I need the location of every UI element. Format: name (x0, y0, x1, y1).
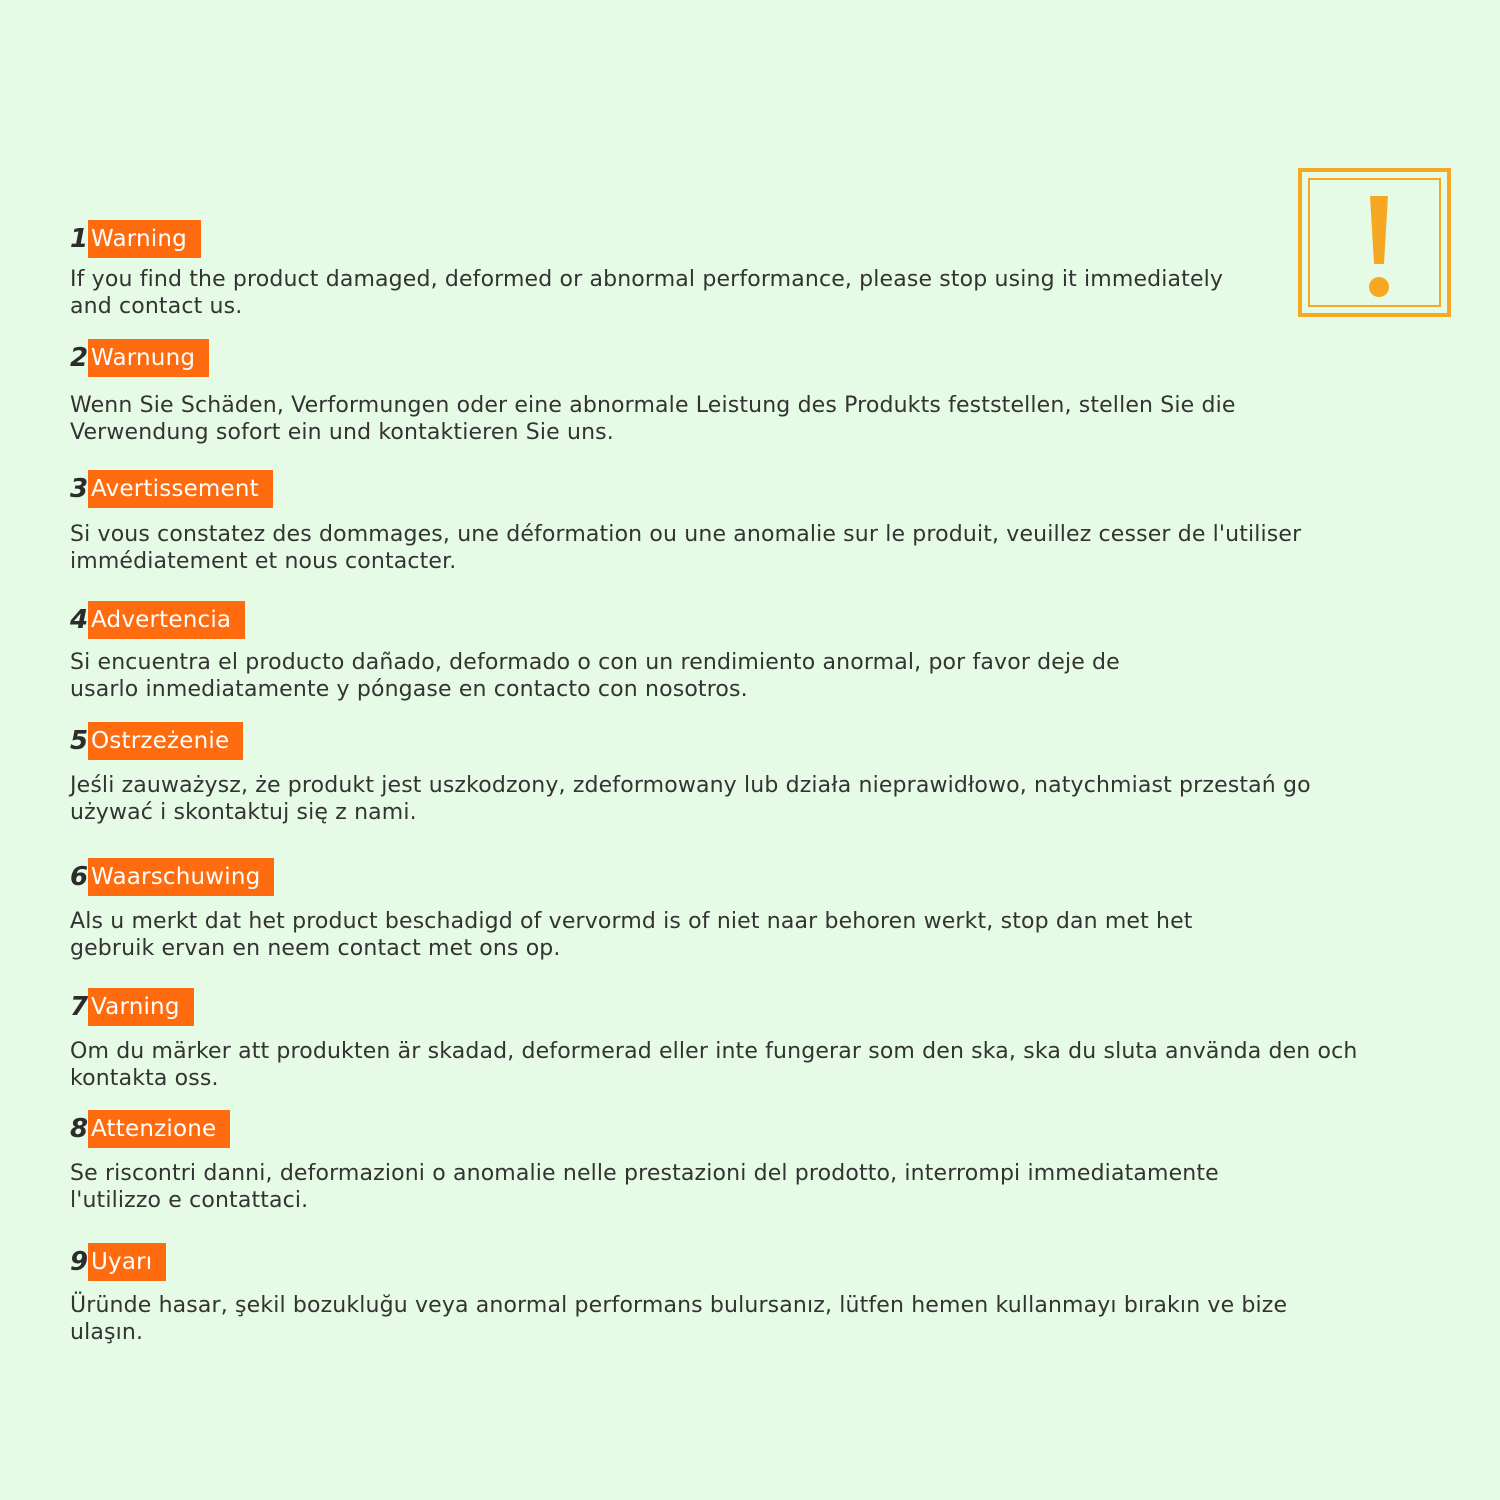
section-number: 1 (70, 224, 89, 254)
warning-section-2 (70, 339, 1236, 446)
section-heading (70, 858, 1193, 896)
section-heading (70, 1243, 1287, 1281)
section-text: Se riscontri danni, deformazioni o anomalie nelle prestazioni del prodotto, interrompi immediatamente l'utilizzo e contattaci. (70, 1161, 1219, 1213)
section-label: Warnung (88, 339, 209, 377)
warning-section-8 (70, 1110, 1219, 1214)
section-text: Wenn Sie Schäden, Verformungen oder eine abnormale Leistung des Produkts feststellen, stellen Sie die Verwendung sofort ein und kontaktieren Sie uns. (70, 393, 1236, 445)
section-label: Varning (88, 988, 194, 1026)
section-heading (70, 601, 1120, 639)
warning-section-4 (70, 601, 1120, 703)
section-label: Warning (88, 220, 201, 258)
section-label: Attenzione (88, 1110, 230, 1148)
section-text: Om du märker att produkten är skadad, deformerad eller inte fungerar som den ska, ska du sluta använda den och kontakta oss. (70, 1039, 1358, 1091)
warning-section-7 (70, 988, 1357, 1092)
section-number: 7 (70, 992, 89, 1022)
section-heading (70, 988, 1357, 1026)
section-label: Uyarı (88, 1243, 166, 1281)
warning-section-1 (70, 220, 1223, 320)
warning-section-3 (70, 470, 1301, 575)
exclamation-warning-icon (1298, 168, 1451, 317)
section-label: Advertencia (88, 601, 245, 639)
section-number: 6 (70, 862, 89, 892)
section-heading (70, 339, 1236, 377)
section-heading (70, 722, 1311, 760)
section-label: Avertissement (88, 470, 273, 508)
section-heading (70, 470, 1301, 508)
section-heading (70, 220, 1223, 258)
section-label: Waarschuwing (88, 858, 274, 896)
warning-section-9 (70, 1243, 1287, 1346)
section-label: Ostrzeżenie (88, 722, 243, 760)
section-heading (70, 1110, 1219, 1148)
section-text: Üründe hasar, şekil bozukluğu veya anormal performans bulursanız, lütfen hemen kullanmayı bırakın ve bize ulaşın. (70, 1293, 1288, 1345)
section-text: If you find the product damaged, deformed or abnormal performance, please stop using it immediately and contact us. (70, 267, 1224, 319)
section-text: Jeśli zauważysz, że produkt jest uszkodzony, zdeformowany lub działa nieprawidłowo, natychmiast przestań go używać i skontaktuj się z nami. (70, 773, 1311, 825)
warning-section-6 (70, 858, 1193, 962)
section-number: 8 (70, 1114, 89, 1144)
exclamation-mark-icon (1302, 172, 1455, 321)
section-text: Als u merkt dat het product beschadigd of vervormd is of niet naar behoren werkt, stop dan met het gebruik ervan en neem contact met ons op. (70, 909, 1193, 961)
section-text: Si vous constatez des dommages, une déformation ou une anomalie sur le produit, veuillez cesser de l'utiliser immédiatement et nous contacter. (70, 522, 1302, 574)
warning-section-5 (70, 722, 1311, 826)
section-text: Si encuentra el producto dañado, deformado o con un rendimiento anormal, por favor deje de usarlo inmediatamente y póngase en contacto con nosotros. (70, 650, 1120, 702)
section-number: 2 (70, 343, 89, 373)
section-number: 4 (70, 605, 89, 635)
section-number: 9 (70, 1247, 89, 1277)
section-number: 3 (70, 474, 89, 504)
section-number: 5 (70, 726, 89, 756)
